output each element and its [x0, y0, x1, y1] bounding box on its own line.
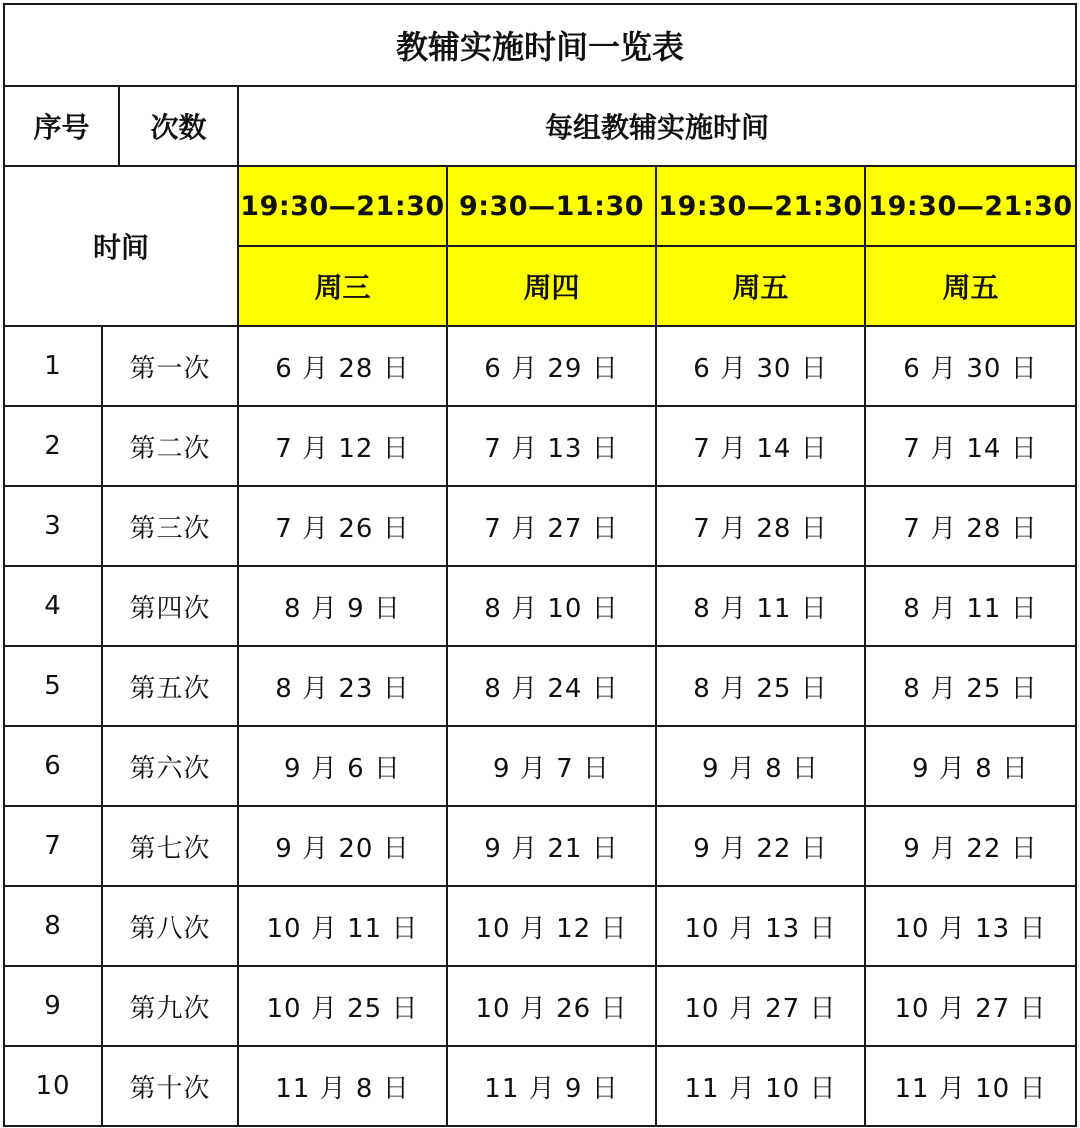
date-cell: 7 月 14 日: [693, 433, 828, 464]
grid-line: [4, 805, 1076, 807]
date-cell: 9 月 7 日: [493, 753, 610, 784]
date-cell: 6 月 28 日: [275, 353, 410, 384]
row-count: 第四次: [129, 593, 211, 624]
date-cell: 8 月 25 日: [693, 673, 828, 704]
grid-line: [4, 325, 1076, 327]
date-cell: 10 月 11 日: [266, 913, 419, 944]
date-cell: 8 月 24 日: [484, 673, 619, 704]
grid-line: [238, 245, 1076, 247]
row-seq: 4: [44, 591, 62, 621]
date-cell: 7 月 28 日: [903, 513, 1038, 544]
weekday: 周三: [314, 271, 371, 304]
border-top: [3, 3, 1077, 5]
row-seq: 7: [44, 831, 62, 861]
date-cell: 8 月 11 日: [693, 593, 828, 624]
grid-line: [237, 86, 239, 1126]
row-seq: 6: [44, 751, 62, 781]
date-cell: 7 月 13 日: [484, 433, 619, 464]
grid-line: [446, 166, 448, 1126]
row-count: 第一次: [129, 353, 211, 384]
header-seq: 序号: [33, 111, 90, 144]
row-count: 第八次: [129, 913, 211, 944]
row-seq: 1: [44, 351, 62, 381]
date-cell: 6 月 29 日: [484, 353, 619, 384]
date-cell: 9 月 22 日: [903, 833, 1038, 864]
date-cell: 7 月 27 日: [484, 513, 619, 544]
date-cell: 7 月 12 日: [275, 433, 410, 464]
date-cell: 10 月 25 日: [266, 993, 419, 1024]
grid-line: [4, 405, 1076, 407]
date-cell: 9 月 6 日: [284, 753, 401, 784]
date-cell: 9 月 21 日: [484, 833, 619, 864]
row-seq: 8: [44, 911, 62, 941]
date-cell: 7 月 14 日: [903, 433, 1038, 464]
border-bottom: [3, 1125, 1077, 1127]
row-count: 第五次: [129, 673, 211, 704]
date-cell: 11 月 9 日: [484, 1073, 619, 1104]
grid-line: [655, 166, 657, 1126]
grid-line: [4, 1045, 1076, 1047]
header-count: 次数: [150, 111, 207, 144]
time-label: 时间: [92, 231, 149, 264]
date-cell: 10 月 27 日: [684, 993, 837, 1024]
row-count: 第六次: [129, 753, 211, 784]
date-cell: 8 月 10 日: [484, 593, 619, 624]
date-cell: 8 月 9 日: [284, 593, 401, 624]
header-group-time: 每组教辅实施时间: [544, 111, 769, 144]
date-cell: 10 月 27 日: [894, 993, 1047, 1024]
grid-line: [4, 85, 1076, 87]
date-cell: 9 月 8 日: [702, 753, 819, 784]
row-seq: 5: [44, 671, 62, 701]
row-count: 第二次: [129, 433, 211, 464]
date-cell: 6 月 30 日: [903, 353, 1038, 384]
time-slot: 9:30—11:30: [458, 190, 645, 222]
row-seq: 9: [44, 991, 62, 1021]
grid-line: [4, 165, 1076, 167]
row-seq: 2: [44, 431, 62, 461]
row-count: 第九次: [129, 993, 211, 1024]
date-cell: 10 月 13 日: [684, 913, 837, 944]
grid-line: [4, 565, 1076, 567]
time-slot: 19:30—21:30: [658, 190, 863, 222]
date-cell: 8 月 23 日: [275, 673, 410, 704]
time-slot: 19:30—21:30: [240, 190, 445, 222]
table-title: 教辅实施时间一览表: [395, 28, 684, 66]
row-seq: 3: [44, 511, 62, 541]
date-cell: 10 月 13 日: [894, 913, 1047, 944]
date-cell: 10 月 26 日: [475, 993, 628, 1024]
weekday: 周四: [523, 271, 580, 304]
grid-line: [101, 326, 103, 1126]
date-cell: 9 月 20 日: [275, 833, 410, 864]
date-cell: 7 月 28 日: [693, 513, 828, 544]
grid-line: [4, 965, 1076, 967]
grid-line: [118, 86, 120, 166]
weekday: 周五: [732, 271, 789, 304]
date-cell: 10 月 12 日: [475, 913, 628, 944]
date-cell: 11 月 8 日: [275, 1073, 410, 1104]
time-slot: 19:30—21:30: [868, 190, 1073, 222]
grid-line: [4, 725, 1076, 727]
row-count: 第三次: [129, 513, 211, 544]
grid-line: [4, 645, 1076, 647]
date-cell: 9 月 8 日: [912, 753, 1029, 784]
row-seq: 10: [35, 1071, 71, 1101]
date-cell: 7 月 26 日: [275, 513, 410, 544]
date-cell: 8 月 11 日: [903, 593, 1038, 624]
row-count: 第七次: [129, 833, 211, 864]
row-count: 第十次: [129, 1073, 211, 1104]
date-cell: 11 月 10 日: [684, 1073, 837, 1104]
date-cell: 11 月 10 日: [894, 1073, 1047, 1104]
date-cell: 8 月 25 日: [903, 673, 1038, 704]
grid-line: [864, 166, 866, 1126]
date-cell: 9 月 22 日: [693, 833, 828, 864]
grid-line: [4, 885, 1076, 887]
weekday: 周五: [942, 271, 999, 304]
grid-line: [4, 485, 1076, 487]
date-cell: 6 月 30 日: [693, 353, 828, 384]
